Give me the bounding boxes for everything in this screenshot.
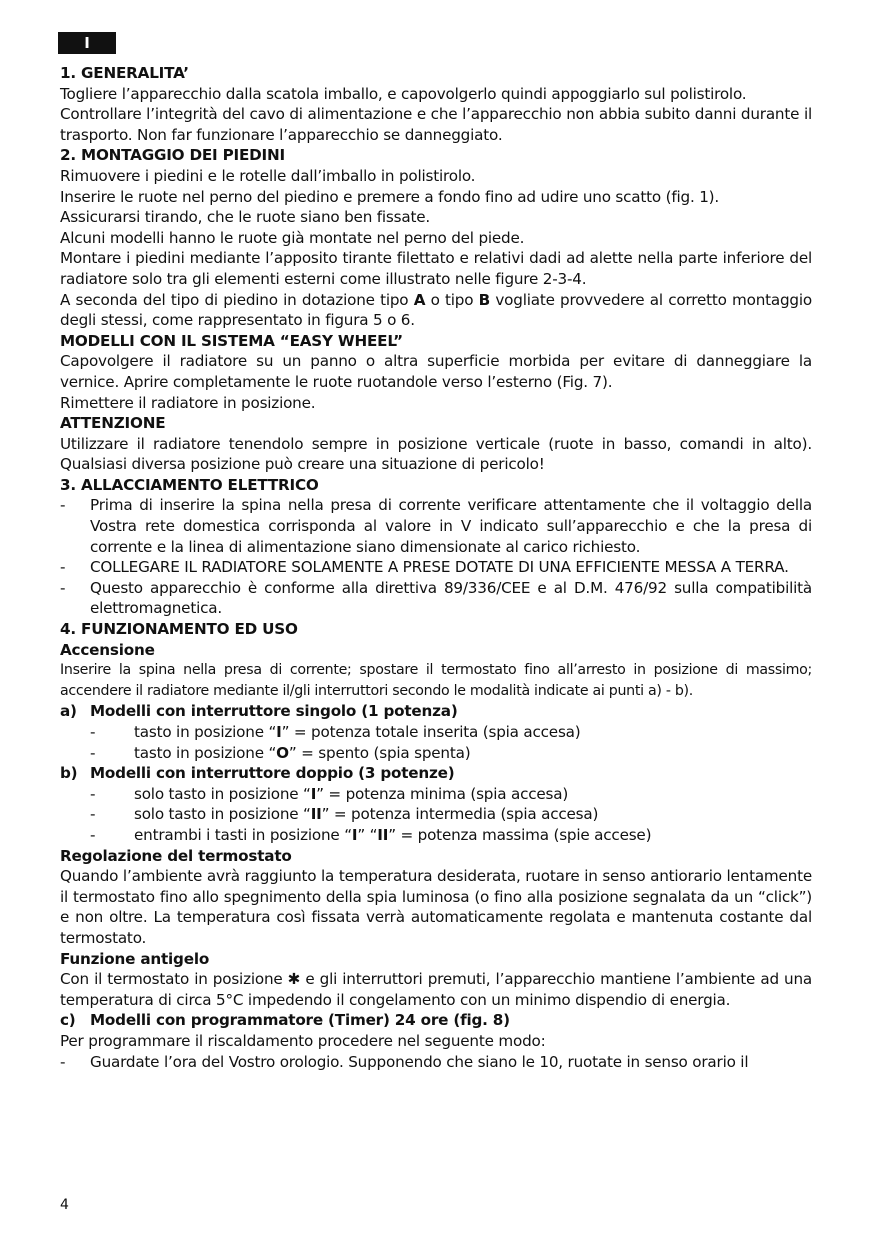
list-item: - solo tasto in posizione “II” = potenza intermedia (spia accesa): [90, 805, 599, 824]
paragraph: Rimettere il radiatore in posizione.: [60, 393, 316, 412]
section-funzionamento-title: 4. FUNZIONAMENTO ED USO: [60, 620, 298, 639]
attention-title: ATTENZIONE: [60, 414, 166, 433]
antifreeze-icon: ✱: [287, 970, 301, 989]
paragraph: Capovolgere il radiatore su un panno o altra superficie morbida per evitare di danneggiare la vernice. Aprire completamente le ruote ruotandole verso l’esterno (Fig. 7).: [60, 352, 812, 391]
type-b-label: B: [478, 290, 491, 309]
list-item: - entrambi i tasti in posizione “I” “II” = potenza massima (spie accese): [90, 825, 652, 844]
page-number: 4: [60, 1197, 69, 1213]
paragraph: Utilizzare il radiatore tenendolo sempre in posizione verticale (ruote in basso, comandi in alto). Qualsiasi diversa posizione può creare una situazione di pericolo!: [60, 434, 812, 474]
antigelo-title: Funzione antigelo: [60, 949, 210, 968]
list-item: - Guardate l’ora del Vostro orologio. Supponendo che siano le 10, ruotate in senso orario il: [60, 1052, 749, 1071]
list-item: - COLLEGARE IL RADIATORE SOLAMENTE A PRESE DOTATE DI UNA EFFICIENTE MESSA A TERRA.: [60, 558, 789, 577]
section-montaggio-title: 2. MONTAGGIO DEI PIEDINI: [60, 146, 285, 165]
paragraph: A seconda del tipo di piedino in dotazione tipo A o tipo B vogliate provvedere al corretto montaggio degli stessi, come rappresentato in figura 5 o 6.: [60, 290, 812, 330]
paragraph: Quando l’ambiente avrà raggiunto la temperatura desiderata, ruotare in senso antiorario lentamente il termostato fino allo spegnimento della spia luminosa (o fino alla posizione segnalata da un “click”) e non oltre. La temperatura così fissata verrà automaticamente regolata e mantenuta costante dal termostato.: [60, 867, 812, 947]
section-easy-wheel-title: MODELLI CON IL SISTEMA “EASY WHEEL”: [60, 331, 403, 350]
list-item: - solo tasto in posizione “I” = potenza minima (spia accesa): [90, 784, 569, 803]
paragraph: Per programmare il riscaldamento procedere nel seguente modo:: [60, 1031, 546, 1050]
type-a-label: A: [413, 290, 426, 309]
language-tab: I: [58, 32, 116, 54]
accensione-title: Accensione: [60, 640, 155, 659]
paragraph: Inserire la spina nella presa di corrente; spostare il termostato fino all’arresto in posizione di massimo; accendere il radiatore mediante il/gli interruttori secondo le modalità indicate ai punti a) - b).: [60, 662, 812, 699]
paragraph: Alcuni modelli hanno le ruote già montate nel perno del piede.: [60, 228, 525, 247]
list-item: - tasto in posizione “I” = potenza totale inserita (spia accesa): [90, 723, 581, 741]
paragraph: Rimuovere i piedini e le rotelle dall’imballo in polistirolo.: [60, 166, 476, 185]
list-item: - Questo apparecchio è conforme alla direttiva 89/336/CEE e al D.M. 476/92 sulla compatibilità elettromagnetica.: [60, 578, 812, 618]
list-item: - Prima di inserire la spina nella presa di corrente verificare attentamente che il voltaggio della Vostra rete domestica corrisponda al valore in V indicato sull’apparecchio e che la presa di corrente e la linea di alimentazione siano dimensionate al carico richiesto.: [60, 496, 812, 556]
subsection-b-title: b) Modelli con interruttore doppio (3 potenze): [60, 764, 455, 783]
paragraph: Togliere l’apparecchio dalla scatola imballo, e capovolgerlo quindi appoggiarlo sul polistirolo.: [60, 84, 747, 103]
subsection-c-title: c) Modelli con programmatore (Timer) 24 ore (fig. 8): [60, 1011, 510, 1030]
regolazione-title: Regolazione del termostato: [60, 846, 292, 865]
paragraph: Assicurarsi tirando, che le ruote siano ben fissate.: [60, 208, 430, 227]
subsection-a-title: a) Modelli con interruttore singolo (1 potenza): [60, 702, 458, 721]
section-generalita-title: 1. GENERALITA’: [60, 64, 189, 82]
list-item: - tasto in posizione “O” = spento (spia spenta): [90, 743, 471, 762]
section-allacciamento-title: 3. ALLACCIAMENTO ELETTRICO: [60, 475, 319, 494]
paragraph: Controllare l’integrità del cavo di alimentazione e che l’apparecchio non abbia subito danni durante il trasporto. Non far funzionare l’apparecchio se danneggiato.: [60, 105, 812, 144]
paragraph: Con il termostato in posizione ✱ e gli interruttori premuti, l’apparecchio mantiene l’ambiente ad una temperatura di circa 5°C impedendo il congelamento con un minimo dispendio di energia.: [60, 970, 812, 1009]
paragraph: Montare i piedini mediante l’apposito tirante filettato e relativi dadi ad alette nella parte inferiore del radiatore solo tra gli elementi esterni come illustrato nelle figure 2-3-4.: [60, 249, 812, 288]
paragraph: Inserire le ruote nel perno del piedino e premere a fondo fino ad udire uno scatto (fig. 1).: [60, 187, 720, 206]
document-body: [60, 63, 812, 1072]
